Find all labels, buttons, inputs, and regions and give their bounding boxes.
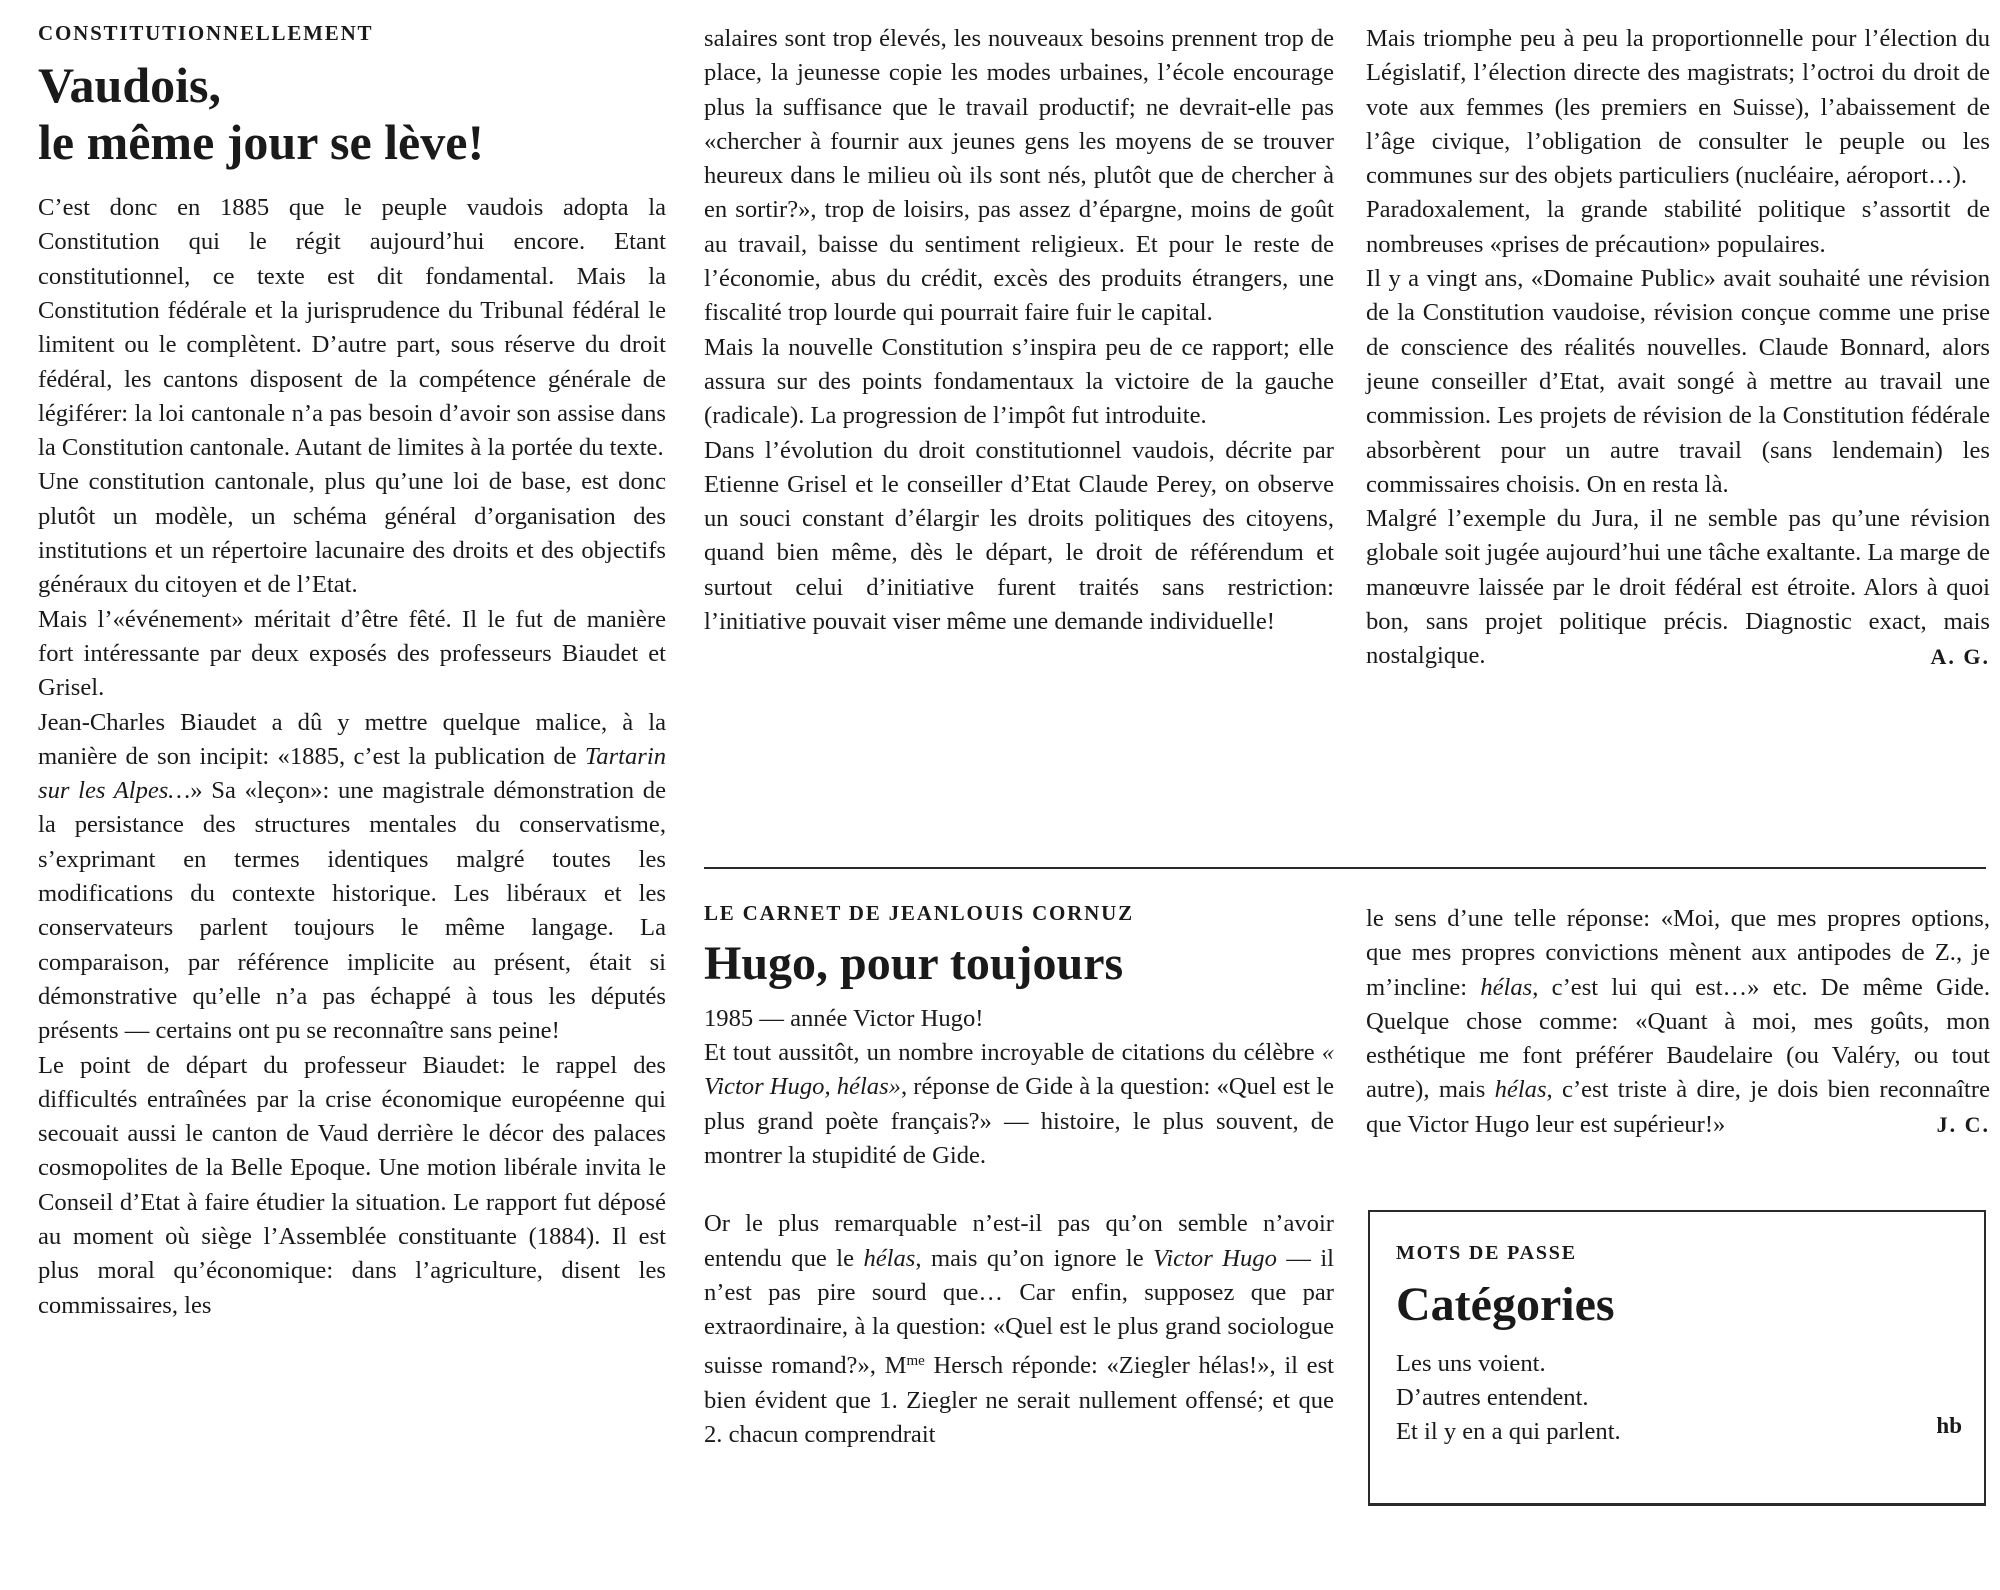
text-run: le sens d’une telle réponse: «Moi, que mes propres options, que mes propres convictions mènent aux antipodes de Z., je m’incline: (1366, 905, 1990, 1001)
box-line: D’autres entendent. (1396, 1383, 1589, 1411)
article1-paragraph: Mais l’«événement» méritait d’être fêté. Il le fut de manière fort intéressante par deux exposés des professeurs Biaudet et Grisel. (38, 605, 666, 702)
quote-italic: « Victor Hugo, hélas» (704, 1039, 1334, 1101)
box-signature: hb (1936, 1413, 1962, 1438)
article2-column-2 (1366, 902, 1990, 1142)
article1-column-1 (38, 22, 666, 1323)
article2-paragraph (1366, 902, 1990, 1142)
article2-headline: Hugo, pour toujours (704, 937, 1124, 991)
superscript: me (906, 1353, 925, 1370)
article1-paragraph: Paradoxalement, la grande stabilité politique s’assortit de nombreuses «prises de précaution» populaires. (1366, 196, 1990, 258)
article2-column-1 (704, 902, 1334, 1452)
article1-paragraph (38, 706, 666, 1049)
text-run: , mais qu’on ignore le (915, 1244, 1154, 1272)
article1-column-3 (1366, 22, 1990, 674)
text-run: Jean-Charles Biaudet a dû y mettre quelque malice, à la manière de son incipit: «1885, c’est la publication de (38, 708, 666, 770)
box-kicker: MOTS DE PASSE (1396, 1242, 1577, 1264)
article1-paragraph: Malgré l’exemple du Jura, il ne semble pas qu’une révision globale soit jugée aujourd’hui une tâche exaltante. La marge de manœuvre laissée par le droit fédéral est étroite. Alors à quoi bon, sans projet politique précis. Diagnostic exact, mais nostalgique. (1366, 505, 1990, 670)
box-line: Les uns voient. (1396, 1349, 1546, 1377)
article1-paragraph: Le point de départ du professeur Biaudet: le rappel des difficultés entraînées par la crise économique européenne qui secouait aussi le canton de Vaud derrière le décor des palaces cosmopolites de la Belle Epoque. Une motion libérale invita le Conseil d’Etat à faire étudier la situation. Le rapport fut déposé au moment où siège l’Assemblée constituante (1884). Il est plus moral qu’économique: dans l’agriculture, disent les commissaires, les (38, 1051, 666, 1319)
article1-paragraph: Mais triomphe peu à peu la proportionnelle pour l’élection du Législatif, l’élection directe des magistrats; l’octroi du droit de vote aux femmes (les premiers en Suisse), l’abaissement de l’âge civique, l’obligation de consulter le peuple ou les communes sur des objets particuliers (nucléaire, aéroport…). (1366, 25, 1990, 190)
article2-paragraph: 1985 — année Victor Hugo! (704, 1004, 984, 1032)
book-title: Tartarin sur les Alpes… (38, 742, 666, 805)
word-italic: hélas (863, 1244, 916, 1272)
article1-column-2 (704, 22, 1334, 639)
text-run: Hersch réponde: «Ziegler hélas!», il est bien évident que 1. Ziegler ne serait nullement offensé; et que 2. chacun comprendrait (704, 1352, 1334, 1449)
article1-signature: A. G. (1930, 643, 1990, 669)
article1-paragraph: Mais la nouvelle Constitution s’inspira peu de ce rapport; elle assura sur des points fondamentaux la victoire de la gauche (radicale). La progression de l’impôt fut introduite. (704, 333, 1334, 430)
name-italic: Victor Hugo (1153, 1244, 1277, 1272)
mots-de-passe-box (1368, 1210, 1986, 1506)
article1-paragraph: salaires sont trop élevés, les nouveaux besoins prennent trop de place, la jeunesse copie les modes urbaines, l’école encourage plus la suffisance que le travail productif; ne devrait-elle pas «chercher à fournir aux jeunes gens les moyens de se trouver heureux dans le milieu où ils sont nés, plutôt que de chercher à en sortir?», trop de loisirs, pas assez d’épargne, moins de goût au travail, baisse du sentiment religieux. Et pour le reste de l’économie, abus du crédit, excès des produits étrangers, une fiscalité trop lourde qui pourrait faire fuir le capital. (704, 25, 1334, 327)
text-run: — il n’est pas pire sourd que… Car enfin, supposez que par extraordinaire, à la question: «Quel est le plus grand sociologue suisse romand?», M (704, 1244, 1335, 1380)
text-run: , c’est lui qui est…» etc. De même Gide. Quelque chose comme: «Quant à moi, mes goûts, mon esthétique me font préférer Baudelaire (ou Valéry, ou tout autre), mais (1366, 973, 1990, 1104)
text-run: , réponse de Gide à la question: «Quel est le plus grand poète français?» — histoire, le plus souvent, de montrer la stupidité de Gide. (704, 1073, 1334, 1169)
word-italic: hélas (1480, 973, 1533, 1001)
section-divider (704, 867, 1986, 869)
article2-paragraph (704, 1207, 1334, 1452)
article1-paragraph: Il y a vingt ans, «Domaine Public» avait souhaité une révision de la Constitution vaudoise, révision conçue comme une prise de conscience des réalités nouvelles. Claude Bonnard, alors jeune conseiller d’Etat, avait songé à mettre au travail une commission. Les projets de révision de la Constitution fédérale absorbèrent pour un autre travail (sans lendemain) les commissaires choisis. On en resta là. (1366, 265, 1990, 498)
box-headline: Catégories (1396, 1278, 1615, 1331)
article1-headline-line2: le même jour se lève! (38, 114, 485, 171)
article1-paragraph: Une constitution cantonale, plus qu’une loi de base, est donc plutôt un modèle, un schéma général d’organisation des institutions et un répertoire lacunaire des droits et des objectifs généraux du citoyen et de l’Etat. (38, 468, 666, 599)
article2-signature: J. C. (1936, 1111, 1990, 1137)
word-italic: hélas (1494, 1076, 1547, 1104)
article1-paragraph: C’est donc en 1885 que le peuple vaudois adopta la Constitution qui le régit aujourd’hui encore. Etant constitutionnel, ce texte est dit fondamental. Mais la Constitution fédérale et la jurisprudence du Tribunal fédéral le limitent ou le complètent. D’autre part, sous réserve du droit fédéral, les cantons disposent de la compétence générale de légiférer: la loi cantonale n’a pas besoin d’avoir son assise dans la Constitution cantonale. Autant de limites à la portée du texte. (38, 194, 666, 462)
box-line: Et il y en a qui parlent. (1396, 1417, 1621, 1445)
article2-paragraph (704, 1036, 1334, 1173)
article1-headline (38, 57, 666, 171)
text-run: Et tout aussitôt, un nombre incroyable de citations du célèbre (704, 1039, 1322, 1067)
article1-kicker: CONSTITUTIONNELLEMENT (38, 21, 374, 45)
text-run: » Sa «leçon»: une magistrale démonstration de la persistance des structures mentales du conservatisme, s’exprimant en termes identiques malgré toutes les modifications du contexte historique. Les libéraux et les conservateurs parlent toujours le même langage. La comparaison, par référence implicite au présent, était si démonstrative qu’elle n’a pas échappé à tous les députés présents — certains ont pu se reconnaître sans peine! (38, 777, 666, 1045)
text-run: , c’est triste à dire, je dois bien reconnaître que Victor Hugo leur est supérieur!» (1366, 1076, 1990, 1138)
article2-kicker: LE CARNET DE JEANLOUIS CORNUZ (704, 901, 1134, 925)
article1-paragraph: Dans l’évolution du droit constitutionnel vaudois, décrite par Etienne Grisel et le conseiller d’Etat Claude Perey, on observe un souci constant d’élargir les droits politiques des citoyens, quand bien même, dès le départ, le droit de référendum et surtout celui d’initiative furent traités sans restriction: l’initiative pouvait viser même une demande individuelle! (704, 436, 1334, 636)
article1-headline-line1: Vaudois, (38, 57, 221, 114)
text-run: Or le plus remarquable n’est-il pas qu’on semble n’avoir entendu que le (704, 1210, 1334, 1272)
